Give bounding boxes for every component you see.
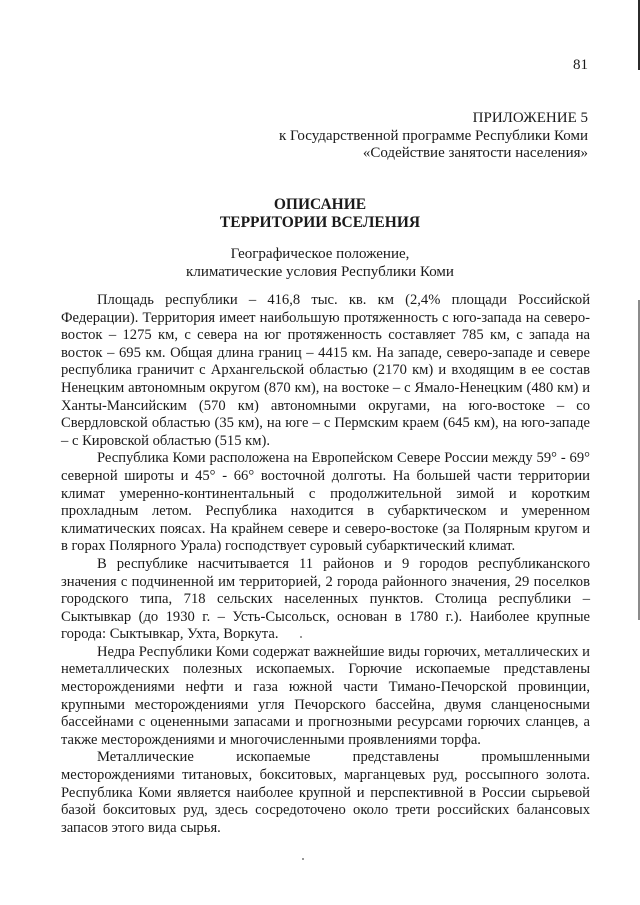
appendix-program: к Государственной программе Республики Коми [279,127,588,144]
subtitle-line: Географическое положение, [230,246,410,262]
paragraph-location-climate: Республика Коми расположена на Европейском Севере России между 59° - 69° северной широты и 45° - 66° восточной долготы. На большей части территории климат умеренно-континентальный с продолжительной зимой и коротким прохладным летом. Республика находится в субарктическом и умеренном климатических поясах. На крайнем севере и северо-востоке (за Полярным кругом и в горах Полярного Урала) господствует суровый субарктический климат. [61,450,590,555]
appendix-program-name: «Содействие занятости населения» [362,145,588,161]
page-number: 81 [573,57,588,73]
body-text [61,292,590,837]
paragraph-settlements: В республике насчитывается 11 районов и 9 городов республиканского значения с подчиненной им территорией, 2 города районного значения, 29 поселков городского типа, 718 сельских населенных пунктов. Столица республики – Сыктывкар (до 1930 г. – Усть-Сысольск, основан в 1780 г.). Наиболее крупные города: Сыктывкар, Ухта, Воркута. [61,555,590,643]
title-line: ОПИСАНИЕ [273,196,367,213]
section-subtitle [0,245,640,281]
appendix-number: ПРИЛОЖЕНИЕ 5 [472,110,588,126]
appendix-header [188,110,588,163]
paragraph-metallic-resources: Металлические ископаемые представлены промышленными месторождениями титановых, бокситовых, марганцевых руд, россыпного золота. Республика Коми является наиболее крупной и перспективной в России сырьевой базой бокситовых руд, здесь сосредоточено около трети российских балансовых запасов этого вида сырья. [61,749,590,836]
paragraph-mineral-resources: Недра Республики Коми содержат важнейшие виды горючих, металлических и неметаллических полезных ископаемых. Горючие ископаемые представлены месторождениями нефти и газа южной части Тимано-Печорской провинции, крупными месторождениями угля Печорского бассейна, двумя сланценосными бассейнами с оцененными запасами и прогнозными ресурсами горючих сланцев, а также месторождениями и многочисленными проявлениями торфа. [61,643,590,748]
paragraph-area: Площадь республики – 416,8 тыс. кв. км (2,4% площади Российской Федерации). Территория имеет наибольшую протяженность с юго-запада на северо-восток – 1275 км, с севера на юг протяженность составляет 785 км, с запада на восток – 695 км. Общая длина границ – 4415 км. На западе, северо-западе и севере республика граничит с Архангельской областью (2170 км) и входящим в ее состав Ненецким автономным округом (870 км), на востоке – с Ямало-Ненецким (480 км) и Ханты-Мансийским (570 км) автономными округами, на юго-востоке – со Свердловской областью (35 км), на юге – с Пермским краем (645 км), на юго-западе – с Кировской областью (515 км). [61,292,590,449]
scan-speck [302,858,304,860]
subtitle-line: климатические условия Республики Коми [186,264,454,280]
title-line: ТЕРРИТОРИИ ВСЕЛЕНИЯ [219,214,421,231]
document-title [0,196,640,232]
